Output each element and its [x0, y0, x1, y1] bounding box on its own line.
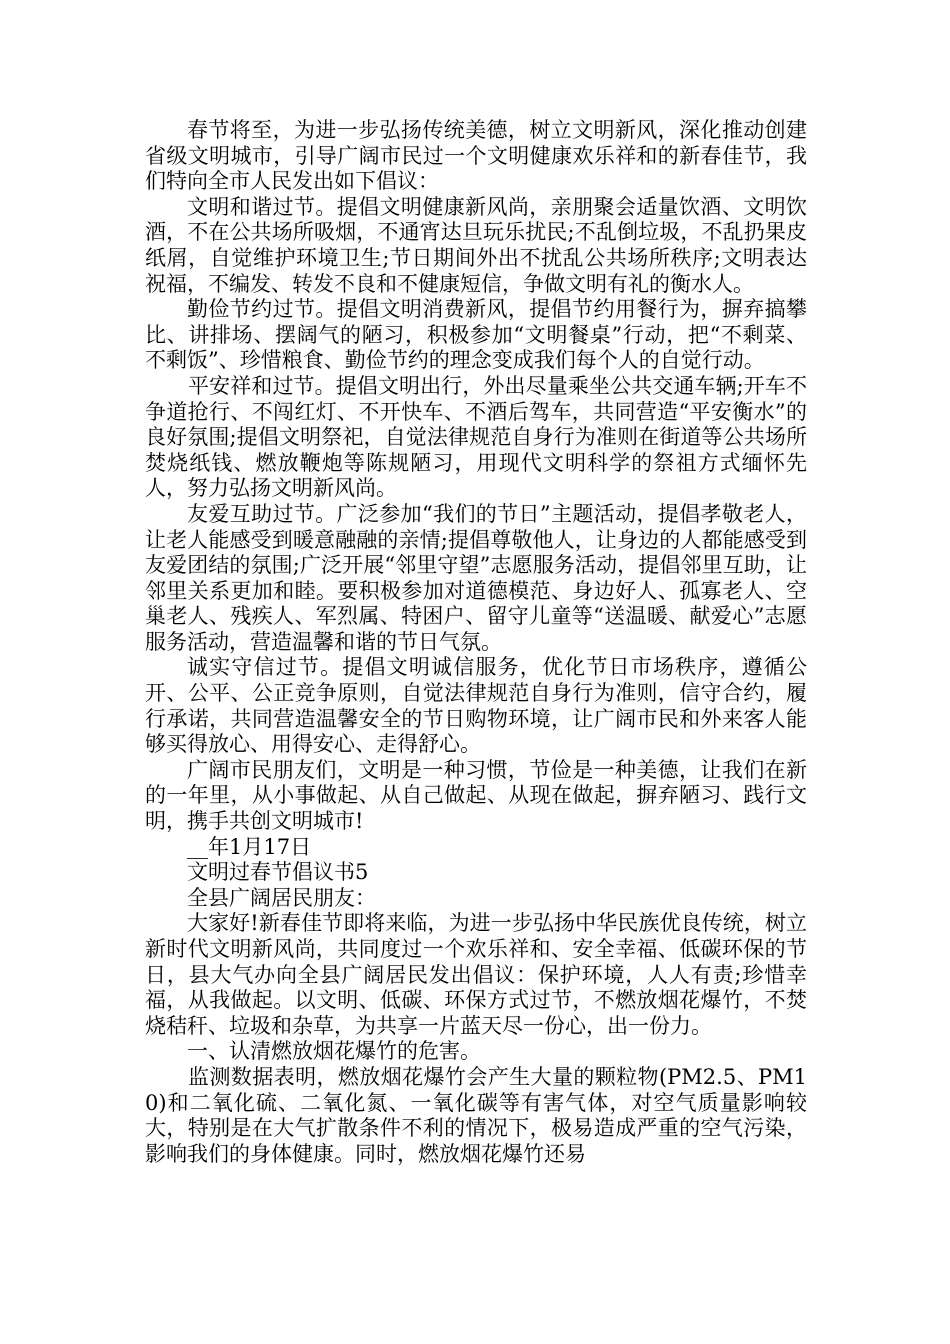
paragraph-mutual-help: 友爱互助过节。广泛参加“我们的节日”主题活动，提倡孝敬老人，让老人能感受到暖意融融的亲情;提倡尊敬他人，让身边的人都能感受到友爱团结的氛围;广泛开展“邻里守望”志愿服务活动，提倡邻里互助，让邻里关系更加和睦。要积极参加对道德模范、身边好人、孤寡老人、空巢老人、残疾人、军烈属、特困户、留守儿童等“送温暖、献爱心”志愿服务活动，营造温馨和谐的节日气氛。: [145, 501, 807, 654]
paragraph-honesty: 诚实守信过节。提倡文明诚信服务，优化节日市场秩序，遵循公开、公平、公正竞争原则，自觉法律规范自身行为准则，信守合约，履行承诺，共同营造温馨安全的节日购物环境，让广阔市民和外来客人能够买得放心、用得安心、走得舒心。: [145, 655, 807, 757]
paragraph-intro: 春节将至，为进一步弘扬传统美德，树立文明新风，深化推动创建省级文明城市，引导广阔市民过一个文明健康欢乐祥和的新春佳节，我们特向全市人民发出如下倡议：: [145, 118, 807, 194]
paragraph-civilized-harmony: 文明和谐过节。提倡文明健康新风尚，亲朋聚会适量饮酒、文明饮酒，不在公共场所吸烟，不通宵达旦玩乐扰民;不乱倒垃圾，不乱扔果皮纸屑，自觉维护环境卫生;节日期间外出不扰乱公共场所秩序;文明表达祝福，不编发、转发不良和不健康短信，争做文明有礼的衡水人。: [145, 194, 807, 296]
paragraph-closing: 广阔市民朋友们，文明是一种习惯，节俭是一种美德，让我们在新的一年里，从小事做起、从自己做起、从现在做起，摒弃陋习、践行文明，携手共创文明城市!: [145, 757, 807, 834]
paragraph-salutation: 全县广阔居民朋友：: [187, 885, 376, 910]
document-body: [145, 118, 807, 1167]
paragraph-date: __年1月17日: [187, 834, 312, 859]
paragraph-frugal: 勤俭节约过节。提倡文明消费新风，提倡节约用餐行为，摒弃搞攀比、讲排场、摆阔气的陋习，积极参加“文明餐桌”行动，把“不剩菜、不剩饭”、珍惜粮食、勤俭节约的理念变成我们每个人的自觉行动。: [145, 297, 807, 373]
paragraph-section-1: 一、认清燃放烟花爆竹的危害。: [187, 1039, 481, 1064]
paragraph-monitoring: 监测数据表明，燃放烟花爆竹会产生大量的颗粒物(PM2.5、PM10)和二氧化硫、二氧化氮、一氧化碳等有害气体，对空气质量影响较大，特别是在大气扩散条件不利的情况下，极易造成严重的空气污染，影响我们的身体健康。同时，燃放烟花爆竹还易: [145, 1064, 807, 1166]
paragraph-greeting: 大家好!新春佳节即将来临，为进一步弘扬中华民族优良传统，树立新时代文明新风尚，共同度过一个欢乐祥和、安全幸福、低碳环保的节日，县大气办向全县广阔居民发出倡议：保护环境，人人有责;珍惜幸福，从我做起。以文明、低碳、环保方式过节，不燃放烟花爆竹，不焚烧秸秆、垃圾和杂草，为共享一片蓝天尽一份心，出一份力。: [145, 911, 807, 1038]
paragraph-safe: 平安祥和过节。提倡文明出行，外出尽量乘坐公共交通车辆;开车不争道抢行、不闯红灯、不开快车、不酒后驾车，共同营造“平安衡水”的良好氛围;提倡文明祭祀，自觉法律规范自身行为准则在街道等公共场所焚烧纸钱、燃放鞭炮等陈规陋习，用现代文明科学的祭祖方式缅怀先人，努力弘扬文明新风尚。: [145, 373, 807, 501]
paragraph-heading-5: 文明过春节倡议书5: [187, 860, 369, 885]
